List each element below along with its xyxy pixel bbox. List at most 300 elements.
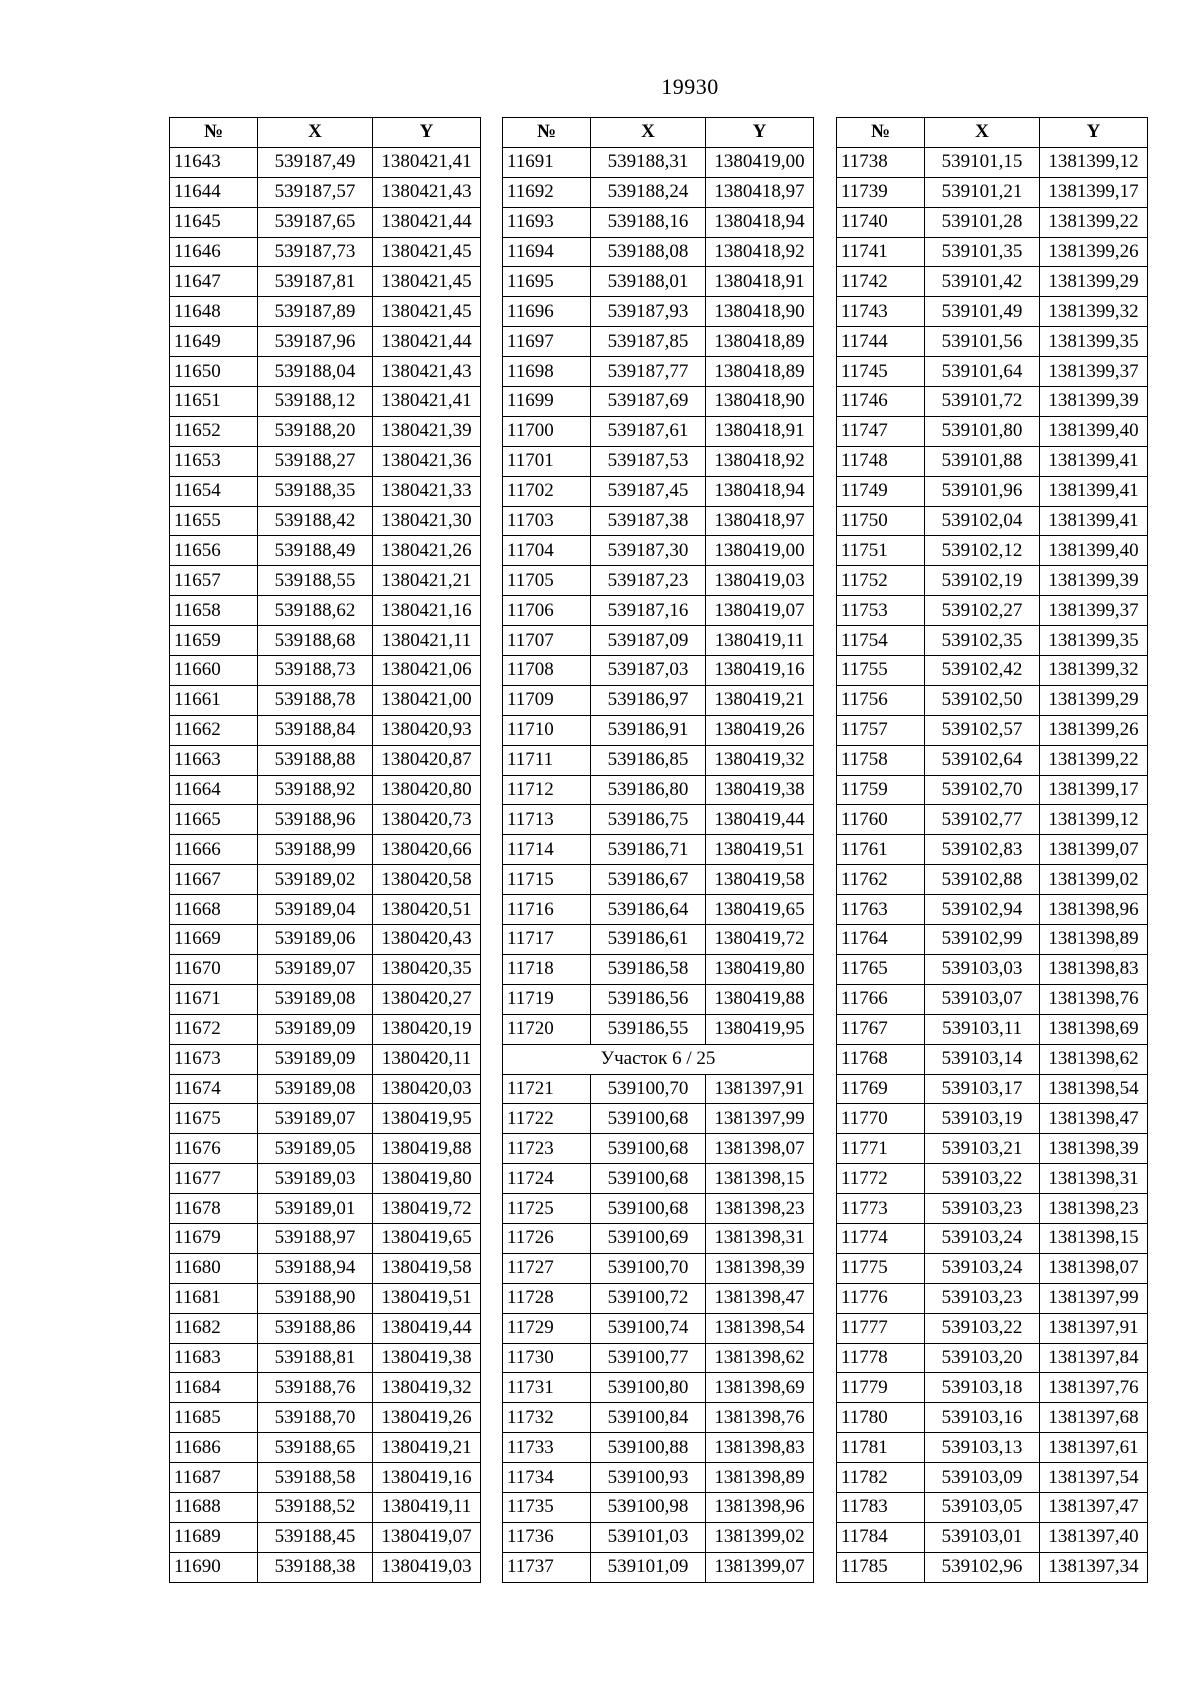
x-coordinate: 539189,02 [258,865,373,895]
y-coordinate: 1380419,44 [373,1313,481,1343]
table-row [170,506,481,536]
y-coordinate: 1381397,34 [1040,1552,1148,1582]
x-coordinate: 539186,58 [591,954,706,984]
column-header-y: Y [1040,118,1148,148]
point-number: 11753 [837,596,925,626]
table-row [837,207,1148,237]
y-coordinate: 1381399,17 [1040,775,1148,805]
point-number: 11721 [503,1074,591,1104]
x-coordinate: 539188,99 [258,835,373,865]
column-header-x: X [591,118,706,148]
y-coordinate: 1380419,44 [706,805,814,835]
y-coordinate: 1381399,12 [1040,147,1148,177]
table-row [503,237,814,267]
section-label: Участок 6 / 25 [503,1044,814,1074]
table-row [170,1283,481,1313]
point-number: 11663 [170,745,258,775]
x-coordinate: 539100,74 [591,1313,706,1343]
table-row [503,865,814,895]
y-coordinate: 1381399,22 [1040,745,1148,775]
table-row [170,1433,481,1463]
point-number: 11648 [170,297,258,327]
x-coordinate: 539101,96 [925,476,1040,506]
table-row [837,1433,1148,1463]
point-number: 11673 [170,1044,258,1074]
x-coordinate: 539188,65 [258,1433,373,1463]
x-coordinate: 539102,64 [925,745,1040,775]
x-coordinate: 539103,24 [925,1223,1040,1253]
point-number: 11685 [170,1403,258,1433]
point-number: 11733 [503,1433,591,1463]
y-coordinate: 1381399,35 [1040,626,1148,656]
x-coordinate: 539187,30 [591,536,706,566]
column-header-number: № [170,118,258,148]
y-coordinate: 1381397,68 [1040,1403,1148,1433]
x-coordinate: 539101,15 [925,147,1040,177]
x-coordinate: 539100,68 [591,1164,706,1194]
y-coordinate: 1381399,07 [706,1552,814,1582]
y-coordinate: 1380419,38 [706,775,814,805]
y-coordinate: 1381398,96 [706,1492,814,1522]
x-coordinate: 539189,03 [258,1164,373,1194]
point-number: 11676 [170,1134,258,1164]
table-row [170,1223,481,1253]
table-row [837,805,1148,835]
x-coordinate: 539188,49 [258,536,373,566]
table-row [837,1223,1148,1253]
table-row [170,147,481,177]
table-row [837,1164,1148,1194]
point-number: 11738 [837,147,925,177]
y-coordinate: 1381397,84 [1040,1343,1148,1373]
x-coordinate: 539100,93 [591,1463,706,1493]
table-row [503,1552,814,1582]
y-coordinate: 1381399,26 [1040,715,1148,745]
point-number: 11778 [837,1343,925,1373]
point-number: 11651 [170,387,258,417]
point-number: 11742 [837,267,925,297]
table-row [503,506,814,536]
x-coordinate: 539100,70 [591,1253,706,1283]
y-coordinate: 1380421,36 [373,446,481,476]
point-number: 11715 [503,865,591,895]
point-number: 11772 [837,1164,925,1194]
table-row [170,476,481,506]
table-row [503,267,814,297]
table-row [503,1253,814,1283]
table-row [170,237,481,267]
y-coordinate: 1380418,89 [706,327,814,357]
point-number: 11689 [170,1522,258,1552]
table-row [170,1463,481,1493]
table-row [170,387,481,417]
x-coordinate: 539188,70 [258,1403,373,1433]
x-coordinate: 539101,28 [925,207,1040,237]
y-coordinate: 1381399,37 [1040,596,1148,626]
y-coordinate: 1380421,39 [373,416,481,446]
point-number: 11669 [170,925,258,955]
x-coordinate: 539100,69 [591,1223,706,1253]
table-row [837,177,1148,207]
x-coordinate: 539100,68 [591,1194,706,1224]
point-number: 11755 [837,656,925,686]
x-coordinate: 539101,88 [925,446,1040,476]
y-coordinate: 1380420,93 [373,715,481,745]
y-coordinate: 1380420,51 [373,895,481,925]
y-coordinate: 1380419,11 [373,1492,481,1522]
x-coordinate: 539100,84 [591,1403,706,1433]
point-number: 11747 [837,416,925,446]
y-coordinate: 1380418,91 [706,267,814,297]
point-number: 11716 [503,895,591,925]
point-number: 11653 [170,446,258,476]
table-row [170,715,481,745]
table-row [503,775,814,805]
y-coordinate: 1380419,00 [706,536,814,566]
point-number: 11741 [837,237,925,267]
y-coordinate: 1380419,07 [373,1522,481,1552]
table-row [503,476,814,506]
table-row [170,596,481,626]
table-row [503,1463,814,1493]
x-coordinate: 539187,65 [258,207,373,237]
x-coordinate: 539187,61 [591,416,706,446]
x-coordinate: 539101,72 [925,387,1040,417]
x-coordinate: 539188,55 [258,566,373,596]
x-coordinate: 539188,35 [258,476,373,506]
x-coordinate: 539103,21 [925,1134,1040,1164]
y-coordinate: 1380421,45 [373,237,481,267]
table-row [503,1194,814,1224]
y-coordinate: 1380419,26 [373,1403,481,1433]
y-coordinate: 1380421,45 [373,267,481,297]
y-coordinate: 1381399,29 [1040,267,1148,297]
y-coordinate: 1380419,38 [373,1343,481,1373]
table-row [170,267,481,297]
table-row [503,1522,814,1552]
point-number: 11678 [170,1194,258,1224]
table-row [170,1104,481,1134]
point-number: 11698 [503,357,591,387]
point-number: 11759 [837,775,925,805]
table-row [170,1492,481,1522]
point-number: 11706 [503,596,591,626]
table-row [837,416,1148,446]
y-coordinate: 1380420,03 [373,1074,481,1104]
x-coordinate: 539103,22 [925,1164,1040,1194]
point-number: 11732 [503,1403,591,1433]
x-coordinate: 539102,96 [925,1552,1040,1582]
x-coordinate: 539186,55 [591,1014,706,1044]
point-number: 11725 [503,1194,591,1224]
table-row [837,1134,1148,1164]
point-number: 11667 [170,865,258,895]
y-coordinate: 1381399,02 [1040,865,1148,895]
point-number: 11666 [170,835,258,865]
point-number: 11729 [503,1313,591,1343]
x-coordinate: 539187,57 [258,177,373,207]
x-coordinate: 539100,77 [591,1343,706,1373]
table-row [503,327,814,357]
table-row [503,387,814,417]
column-header-number: № [837,118,925,148]
point-number: 11784 [837,1522,925,1552]
x-coordinate: 539186,85 [591,745,706,775]
y-coordinate: 1381398,47 [1040,1104,1148,1134]
point-number: 11714 [503,835,591,865]
point-number: 11652 [170,416,258,446]
x-coordinate: 539100,80 [591,1373,706,1403]
y-coordinate: 1380419,58 [706,865,814,895]
table-row [170,327,481,357]
x-coordinate: 539188,86 [258,1313,373,1343]
y-coordinate: 1381399,37 [1040,357,1148,387]
y-coordinate: 1380418,97 [706,177,814,207]
y-coordinate: 1380420,27 [373,984,481,1014]
table-header-row [170,118,481,148]
x-coordinate: 539188,45 [258,1522,373,1552]
y-coordinate: 1381399,29 [1040,685,1148,715]
y-coordinate: 1380420,66 [373,835,481,865]
table-row [837,1074,1148,1104]
y-coordinate: 1381398,39 [706,1253,814,1283]
x-coordinate: 539103,05 [925,1492,1040,1522]
table-row [837,506,1148,536]
table-row [170,1164,481,1194]
y-coordinate: 1381398,89 [1040,925,1148,955]
table-row [503,626,814,656]
x-coordinate: 539103,09 [925,1463,1040,1493]
y-coordinate: 1381399,40 [1040,536,1148,566]
point-number: 11718 [503,954,591,984]
point-number: 11658 [170,596,258,626]
x-coordinate: 539188,16 [591,207,706,237]
y-coordinate: 1380418,94 [706,476,814,506]
x-coordinate: 539188,04 [258,357,373,387]
point-number: 11745 [837,357,925,387]
point-number: 11696 [503,297,591,327]
x-coordinate: 539189,08 [258,984,373,1014]
table-row [837,446,1148,476]
point-number: 11650 [170,357,258,387]
point-number: 11686 [170,1433,258,1463]
y-coordinate: 1381399,12 [1040,805,1148,835]
x-coordinate: 539188,73 [258,656,373,686]
x-coordinate: 539102,77 [925,805,1040,835]
y-coordinate: 1381399,39 [1040,387,1148,417]
x-coordinate: 539188,84 [258,715,373,745]
section-divider [503,1044,814,1074]
x-coordinate: 539101,42 [925,267,1040,297]
y-coordinate: 1380419,65 [373,1223,481,1253]
point-number: 11647 [170,267,258,297]
table-row [837,745,1148,775]
table-row [503,1014,814,1044]
y-coordinate: 1380421,44 [373,327,481,357]
y-coordinate: 1380419,00 [706,147,814,177]
x-coordinate: 539186,97 [591,685,706,715]
y-coordinate: 1380418,92 [706,446,814,476]
table-row [170,745,481,775]
y-coordinate: 1381398,15 [1040,1223,1148,1253]
x-coordinate: 539187,23 [591,566,706,596]
table-row [503,566,814,596]
point-number: 11768 [837,1044,925,1074]
y-coordinate: 1381398,54 [706,1313,814,1343]
point-number: 11711 [503,745,591,775]
point-number: 11719 [503,984,591,1014]
table-row [837,1373,1148,1403]
y-coordinate: 1380419,03 [706,566,814,596]
table-row [503,297,814,327]
table-row [503,147,814,177]
y-coordinate: 1381398,07 [1040,1253,1148,1283]
table-row [503,1433,814,1463]
x-coordinate: 539188,76 [258,1373,373,1403]
x-coordinate: 539187,89 [258,297,373,327]
point-number: 11771 [837,1134,925,1164]
x-coordinate: 539186,91 [591,715,706,745]
table-row [170,1343,481,1373]
point-number: 11749 [837,476,925,506]
x-coordinate: 539187,93 [591,297,706,327]
x-coordinate: 539189,07 [258,954,373,984]
point-number: 11682 [170,1313,258,1343]
x-coordinate: 539103,17 [925,1074,1040,1104]
y-coordinate: 1381399,32 [1040,297,1148,327]
x-coordinate: 539102,19 [925,566,1040,596]
y-coordinate: 1381398,54 [1040,1074,1148,1104]
y-coordinate: 1380419,16 [706,656,814,686]
x-coordinate: 539102,50 [925,685,1040,715]
x-coordinate: 539102,04 [925,506,1040,536]
table-row [503,685,814,715]
y-coordinate: 1381398,23 [706,1194,814,1224]
y-coordinate: 1381397,91 [1040,1313,1148,1343]
point-number: 11781 [837,1433,925,1463]
y-coordinate: 1381399,41 [1040,446,1148,476]
x-coordinate: 539189,09 [258,1044,373,1074]
x-coordinate: 539103,14 [925,1044,1040,1074]
y-coordinate: 1381398,31 [706,1223,814,1253]
y-coordinate: 1381399,40 [1040,416,1148,446]
x-coordinate: 539103,24 [925,1253,1040,1283]
x-coordinate: 539189,06 [258,925,373,955]
table-row [170,1253,481,1283]
table-row [170,1014,481,1044]
y-coordinate: 1381398,31 [1040,1164,1148,1194]
y-coordinate: 1381399,22 [1040,207,1148,237]
y-coordinate: 1380419,95 [373,1104,481,1134]
x-coordinate: 539103,18 [925,1373,1040,1403]
y-coordinate: 1380419,03 [373,1552,481,1582]
y-coordinate: 1380419,72 [373,1194,481,1224]
x-coordinate: 539101,21 [925,177,1040,207]
point-number: 11645 [170,207,258,237]
x-coordinate: 539189,07 [258,1104,373,1134]
point-number: 11744 [837,327,925,357]
x-coordinate: 539187,77 [591,357,706,387]
y-coordinate: 1380421,30 [373,506,481,536]
x-coordinate: 539189,04 [258,895,373,925]
point-number: 11735 [503,1492,591,1522]
y-coordinate: 1380421,43 [373,357,481,387]
table-row [170,357,481,387]
y-coordinate: 1381399,39 [1040,566,1148,596]
table-row [170,656,481,686]
y-coordinate: 1380420,11 [373,1044,481,1074]
point-number: 11703 [503,506,591,536]
table-row [170,954,481,984]
table-row [503,656,814,686]
table-row [837,1492,1148,1522]
table-row [837,1283,1148,1313]
table-row [170,1313,481,1343]
y-coordinate: 1380419,58 [373,1253,481,1283]
point-number: 11660 [170,656,258,686]
table-row [170,416,481,446]
y-coordinate: 1380420,73 [373,805,481,835]
table-row [837,297,1148,327]
table-row [170,566,481,596]
y-coordinate: 1380418,94 [706,207,814,237]
point-number: 11758 [837,745,925,775]
point-number: 11677 [170,1164,258,1194]
point-number: 11662 [170,715,258,745]
table-row [170,1373,481,1403]
x-coordinate: 539188,31 [591,147,706,177]
y-coordinate: 1380418,90 [706,387,814,417]
y-coordinate: 1380418,97 [706,506,814,536]
y-coordinate: 1381397,54 [1040,1463,1148,1493]
column-header-x: X [258,118,373,148]
x-coordinate: 539103,03 [925,954,1040,984]
point-number: 11760 [837,805,925,835]
x-coordinate: 539188,52 [258,1492,373,1522]
x-coordinate: 539188,08 [591,237,706,267]
y-coordinate: 1380421,41 [373,387,481,417]
y-coordinate: 1380421,43 [373,177,481,207]
y-coordinate: 1381398,83 [706,1433,814,1463]
x-coordinate: 539188,42 [258,506,373,536]
y-coordinate: 1380419,26 [706,715,814,745]
y-coordinate: 1380419,65 [706,895,814,925]
x-coordinate: 539102,35 [925,626,1040,656]
y-coordinate: 1380421,00 [373,685,481,715]
x-coordinate: 539188,96 [258,805,373,835]
table-row [837,1522,1148,1552]
point-number: 11774 [837,1223,925,1253]
point-number: 11661 [170,685,258,715]
y-coordinate: 1381399,07 [1040,835,1148,865]
y-coordinate: 1380421,06 [373,656,481,686]
y-coordinate: 1381398,15 [706,1164,814,1194]
y-coordinate: 1380421,44 [373,207,481,237]
y-coordinate: 1380421,45 [373,297,481,327]
y-coordinate: 1380420,80 [373,775,481,805]
table-row [837,1044,1148,1074]
point-number: 11687 [170,1463,258,1493]
table-row [503,1492,814,1522]
point-number: 11664 [170,775,258,805]
point-number: 11713 [503,805,591,835]
table-row [170,865,481,895]
x-coordinate: 539188,01 [591,267,706,297]
point-number: 11644 [170,177,258,207]
x-coordinate: 539188,24 [591,177,706,207]
table-row [503,835,814,865]
coordinates-table-1 [169,117,481,1583]
